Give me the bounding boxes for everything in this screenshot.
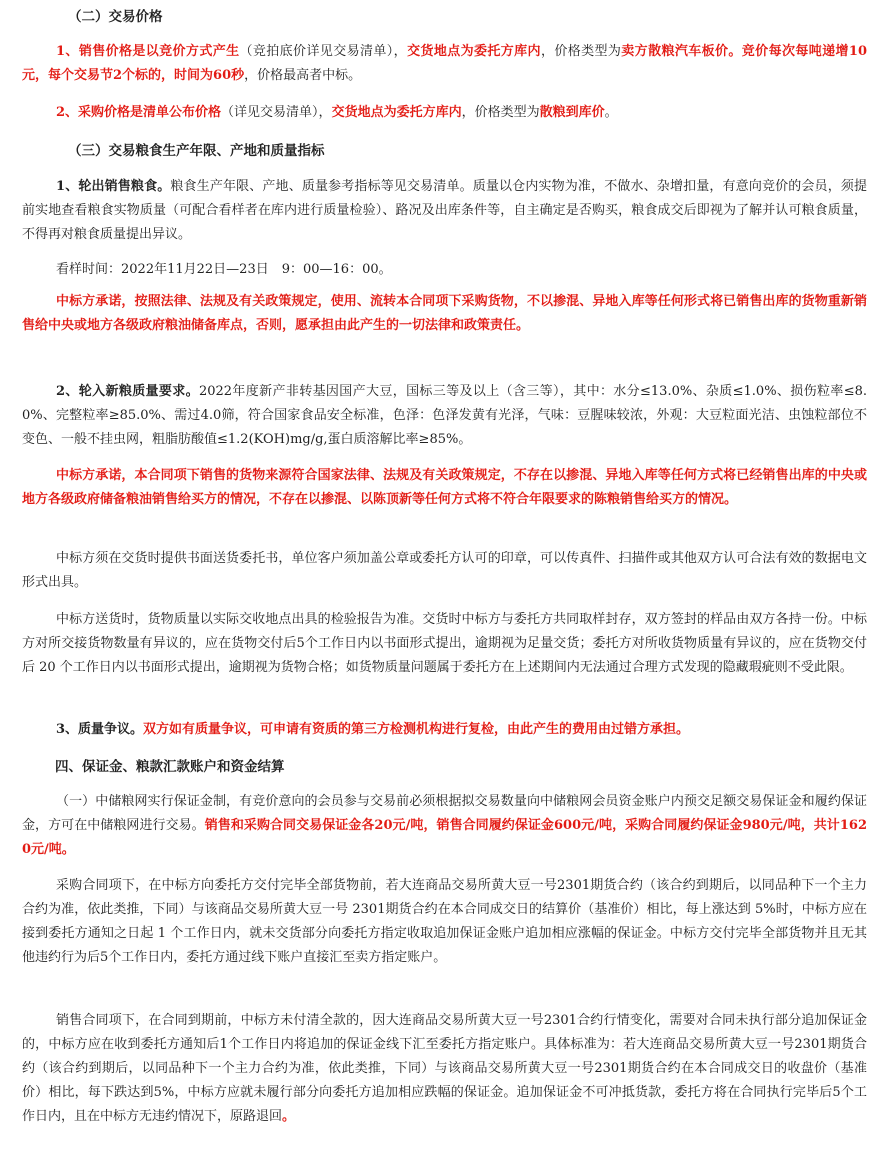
paragraph-rotation-in-quality — [22, 380, 867, 452]
paragraph-rotation-out — [22, 175, 867, 247]
paragraph-purchase-price — [22, 101, 867, 125]
purchase-price-end: 。 — [604, 105, 618, 120]
purchase-price-label: 2、采购价格是清单公布价格 — [56, 105, 222, 120]
section-heading-deposit: 四、保证金、粮款汇款账户和资金结算 — [55, 759, 285, 775]
rotation-in-text: 2022年度新产非转基因国产大豆，国标三等及以上（含三等），其中：水分≤13.0%、杂质≤1.0%、损伤粒率≤8.0%、完整粒率≥85.0%、需过4.0筛，符合国家食品安全标准，色泽：色泽发黄有光泽，气味：豆腥味较浓，外观：大豆粒面光洁、虫蚀粒部位不变色、一般不挂虫网，粗脂肪酸值≤1.2(KOH)mg/g,蛋白质溶解比率≥85%。 — [22, 384, 867, 447]
paragraph-bidder-promise-1: 中标方承诺，按照法律、法规及有关政策规定，使用、流转本合同项下采购货物，不以掺混、异地入库等任何形式将已销售出库的货物重新销售给中央或地方各级政府粮油储备库点，否则，愿承担由此产生的一切法律和政策责任。 — [22, 294, 867, 333]
paragraph-bidder-promise-2: 中标方承诺，本合同项下销售的货物来源符合国家法律、法规及有关政策规定，不存在以掺混、异地入库等任何方式将已经销售出库的中央或地方各级政府储备粮油销售给买方的情况，不存在以掺混、以陈顶新等任何方式将不符合年限要求的陈粮销售给买方的情况。 — [22, 468, 867, 507]
sales-price-delivery: 交货地点为委托方库内 — [407, 44, 541, 59]
purchase-price-type: 散粮到库价 — [539, 105, 605, 120]
rotation-out-label: 1、轮出销售粮食。 — [56, 179, 171, 194]
deposit-amounts: 销售和采购合同交易保证金各20元/吨，销售合同履约保证金600元/吨，采购合同履约保证金980元/吨，共计1620元/吨。 — [22, 818, 867, 857]
section-heading-trading-price: （二）交易价格 — [68, 9, 163, 25]
purchase-price-note: （详见交易清单）， — [221, 105, 332, 120]
deposit-rules-text: （一）中储粮网实行保证金制，有竞价意向的会员参与交易前必须根据拟交易数量向中储粮网会员资金账户内预交足额交易保证金和履约保证金，方可在中储粮网进行交易。 — [22, 794, 867, 833]
paragraph-inspection-time: 看样时间：2022年11月22日—23日 9：00—16：00。 — [56, 262, 392, 277]
paragraph-delivery-quality: 中标方送货时，货物质量以实际交收地点出具的检验报告为准。交货时中标方与委托方共同取样封存，双方签封的样品由双方各持一份。中标方对所交接货物数量有异议的，应在货物交付后5个工作日内以书面形式提出，逾期视为足量交货；委托方对所收货物质量有异议的，应在货物交付后 20 个工作日内以书面形式提出，逾期视为货物合格；如货物质量问题属于委托方在上述期间内无法通过合理方式发现的隐藏瑕疵则不受此限。 — [22, 612, 867, 675]
sales-price-label: 1、销售价格是以竞价方式产生 — [56, 44, 240, 59]
rotation-in-label: 2、轮入新粮质量要求。 — [56, 384, 199, 399]
paragraph-purchase-contract: 采购合同项下，在中标方向委托方交付完毕全部货物前，若大连商品交易所黄大豆一号2301期货合约（该合约到期后，以同品种下一个主力合约为准，依此类推，下同）与该商品交易所黄大豆一号 2301期货合约在本合同成交日的结算价（基准价）相比，每上涨达到 5%时，中标方应在接到委托方通知之日起 1 个工作日内，就未交货部分向委托方指定收取追加保证金账户追加相应涨幅的保证金。中标方交付完毕全部货物并且无其他违约行为后5个工作日内，委托方通过线下账户直接汇至卖方指定账户。 — [22, 878, 867, 965]
paragraph-sales-price — [22, 40, 867, 88]
sales-price-type-label: ，价格类型为 — [540, 44, 622, 59]
sales-contract-end: 。 — [282, 1109, 296, 1124]
rotation-out-text: 粮食生产年限、产地、质量参考指标等见交易清单。质量以仓内实物为准，不做水、杂增扣量，有意向竞价的会员，须提前实地查看粮食实物质量（可配合看样者在库内进行质量检验）、路况及出库条件等，自主确定是否购买，粮食成交后即视为了解并认可粮食质量，不得再对粮食质量提出异议。 — [22, 179, 867, 242]
sales-contract-text: 销售合同项下，在合同到期前，中标方未付清全款的，因大连商品交易所黄大豆一号2301合约行情变化，需要对合同未执行部分追加保证金的，中标方应在收到委托方通知后1个工作日内将追加的保证金线下汇至委托方指定账户。具体标准为：若大连商品交易所黄大豆一号2301期货合约（该合约到期后，以同品种下一个主力合约为准，依此类推，下同）与该商品交易所黄大豆一号2301期货合约在本合同成交日的收盘价（基准价）相比，每下跌达到5%，中标方应就未履行部分向委托方追加相应跌幅的保证金。追加保证金不可冲抵货款，委托方将在合同执行完毕后5个工作日内，且在中标方无违约情况下，原路退回 — [22, 1013, 867, 1124]
sales-price-winner: ，价格最高者中标。 — [244, 68, 362, 83]
paragraph-deposit-rules — [22, 790, 867, 862]
section-heading-grain-quality: （三）交易粮食生产年限、产地和质量指标 — [68, 143, 325, 159]
purchase-price-delivery: 交货地点为委托方库内 — [331, 105, 462, 120]
paragraph-quality-dispute — [22, 718, 867, 742]
paragraph-sales-contract — [22, 1009, 867, 1129]
purchase-price-type-label: ，价格类型为 — [461, 105, 540, 120]
quality-dispute-text: 双方如有质量争议，可申请有资质的第三方检测机构进行复检，由此产生的费用由过错方承担。 — [143, 722, 690, 737]
quality-dispute-label: 3、质量争议。 — [56, 722, 144, 737]
paragraph-delivery-authorization: 中标方须在交货时提供书面送货委托书，单位客户须加盖公章或委托方认可的印章，可以传真件、扫描件或其他双方认可合法有效的数据电文形式出具。 — [22, 551, 867, 590]
sales-price-note: （竞拍底价详见交易清单）， — [239, 44, 408, 59]
sales-price-type: 卖方散粮汽车板价。竞价每次每吨递增10元，每个交易节2个标的，时间为60秒 — [22, 44, 867, 83]
